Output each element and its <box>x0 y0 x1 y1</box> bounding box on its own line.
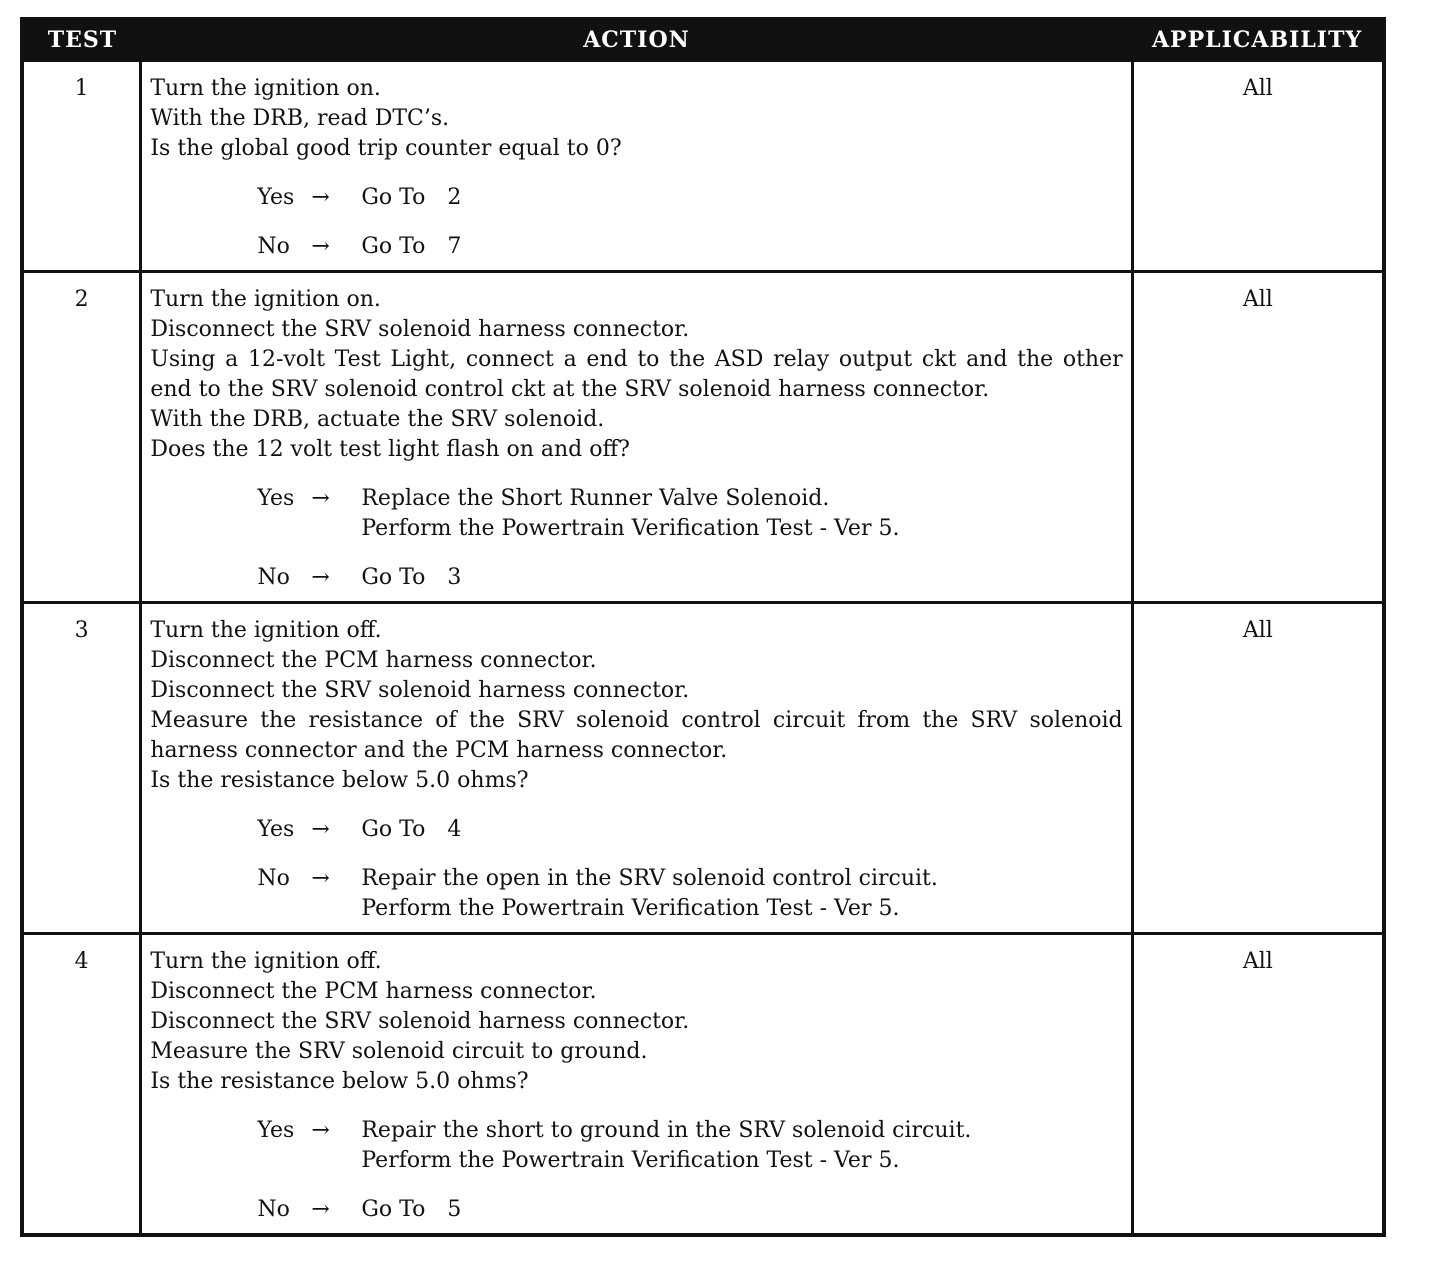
action-step: Disconnect the SRV solenoid harness connector. <box>150 678 690 703</box>
action-step: Disconnect the PCM harness connector. <box>150 648 597 673</box>
applicability-value: All <box>1132 272 1384 603</box>
result-line: Replace the Short Runner Valve Solenoid. <box>361 486 830 511</box>
outcome-yes-label: Yes <box>257 486 295 511</box>
action-step: Disconnect the SRV solenoid harness connector. <box>150 1009 690 1034</box>
header-action: ACTION <box>141 19 1132 61</box>
outcome-no-result <box>361 232 461 262</box>
outcome-yes-result <box>361 484 899 544</box>
goto-label: Go To <box>361 817 426 842</box>
table-row <box>22 934 1384 1236</box>
table-header-row <box>22 19 1384 61</box>
outcome-no-result <box>361 1195 461 1225</box>
table-row <box>22 61 1384 272</box>
test-number: 1 <box>22 61 141 272</box>
header-test: TEST <box>22 19 141 61</box>
action-step: Turn the ignition off. <box>150 618 382 643</box>
goto-test-number: 3 <box>447 565 462 590</box>
result-line: Perform the Powertrain Verification Test - Ver 5. <box>361 896 900 921</box>
action-step: Disconnect the PCM harness connector. <box>150 979 597 1004</box>
goto-test-number: 7 <box>447 234 462 259</box>
goto-test-number: 4 <box>447 817 462 842</box>
action-step: Disconnect the SRV solenoid harness connector. <box>150 317 690 342</box>
outcome-yes-result <box>361 815 461 845</box>
result-line: Perform the Powertrain Verification Test - Ver 5. <box>361 516 900 541</box>
outcome-no-result <box>361 864 938 924</box>
arrow-right-icon: → <box>311 486 330 511</box>
outcome-no-label: No <box>257 1197 290 1222</box>
action-cell <box>141 934 1132 1236</box>
outcome-yes-label: Yes <box>257 1118 295 1143</box>
outcome-no-label: No <box>257 234 290 259</box>
applicability-value: All <box>1132 934 1384 1236</box>
outcome-yes <box>257 484 1122 544</box>
action-step: Measure the resistance of the SRV solenoid control circuit from the SRV solenoid harness connector and the PCM harness connector. <box>150 708 1123 763</box>
outcome-yes-result <box>361 1116 971 1176</box>
outcome-yes <box>257 815 1122 845</box>
outcome-yes-result <box>361 183 461 213</box>
action-cell <box>141 603 1132 934</box>
outcome-no-result <box>361 563 461 593</box>
action-step: Turn the ignition on. <box>150 76 381 101</box>
action-step: Is the global good trip counter equal to 0? <box>150 136 622 161</box>
goto-test-number: 2 <box>447 185 462 210</box>
header-applicability: APPLICABILITY <box>1132 19 1384 61</box>
outcome-no <box>257 563 1122 593</box>
outcome-yes-label: Yes <box>257 817 295 842</box>
arrow-right-icon: → <box>311 185 330 210</box>
action-step: With the DRB, read DTC’s. <box>150 106 450 131</box>
action-step: With the DRB, actuate the SRV solenoid. <box>150 407 605 432</box>
arrow-right-icon: → <box>311 1118 330 1143</box>
outcome-no-label: No <box>257 866 290 891</box>
action-cell <box>141 272 1132 603</box>
arrow-right-icon: → <box>311 565 330 590</box>
action-step: Is the resistance below 5.0 ohms? <box>150 1069 529 1094</box>
goto-label: Go To <box>361 185 426 210</box>
result-line: Repair the open in the SRV solenoid control circuit. <box>361 866 938 891</box>
outcome-no-label: No <box>257 565 290 590</box>
arrow-right-icon: → <box>311 234 330 259</box>
arrow-right-icon: → <box>311 817 330 842</box>
outcome-no <box>257 1195 1122 1225</box>
table-row <box>22 272 1384 603</box>
goto-label: Go To <box>361 234 426 259</box>
test-number: 4 <box>22 934 141 1236</box>
outcome-no <box>257 232 1122 262</box>
applicability-value: All <box>1132 603 1384 934</box>
result-line: Repair the short to ground in the SRV solenoid circuit. <box>361 1118 972 1143</box>
test-number: 2 <box>22 272 141 603</box>
table-row <box>22 603 1384 934</box>
action-step: Turn the ignition off. <box>150 949 382 974</box>
action-step: Is the resistance below 5.0 ohms? <box>150 768 529 793</box>
arrow-right-icon: → <box>311 1197 330 1222</box>
action-cell <box>141 61 1132 272</box>
outcome-yes <box>257 183 1122 213</box>
result-line: Perform the Powertrain Verification Test - Ver 5. <box>361 1148 900 1173</box>
action-step: Turn the ignition on. <box>150 287 381 312</box>
goto-label: Go To <box>361 1197 426 1222</box>
goto-test-number: 5 <box>447 1197 462 1222</box>
diagnostic-test-table <box>20 17 1386 1237</box>
outcome-no <box>257 864 1122 924</box>
action-step: Does the 12 volt test light flash on and off? <box>150 437 630 462</box>
test-number: 3 <box>22 603 141 934</box>
outcome-yes-label: Yes <box>257 185 295 210</box>
arrow-right-icon: → <box>311 866 330 891</box>
action-step: Measure the SRV solenoid circuit to ground. <box>150 1039 648 1064</box>
outcome-yes <box>257 1116 1122 1176</box>
applicability-value: All <box>1132 61 1384 272</box>
action-step: Using a 12-volt Test Light, connect a end to the ASD relay output ckt and the other end to the SRV solenoid control ckt at the SRV solenoid harness connector. <box>150 347 1123 402</box>
goto-label: Go To <box>361 565 426 590</box>
